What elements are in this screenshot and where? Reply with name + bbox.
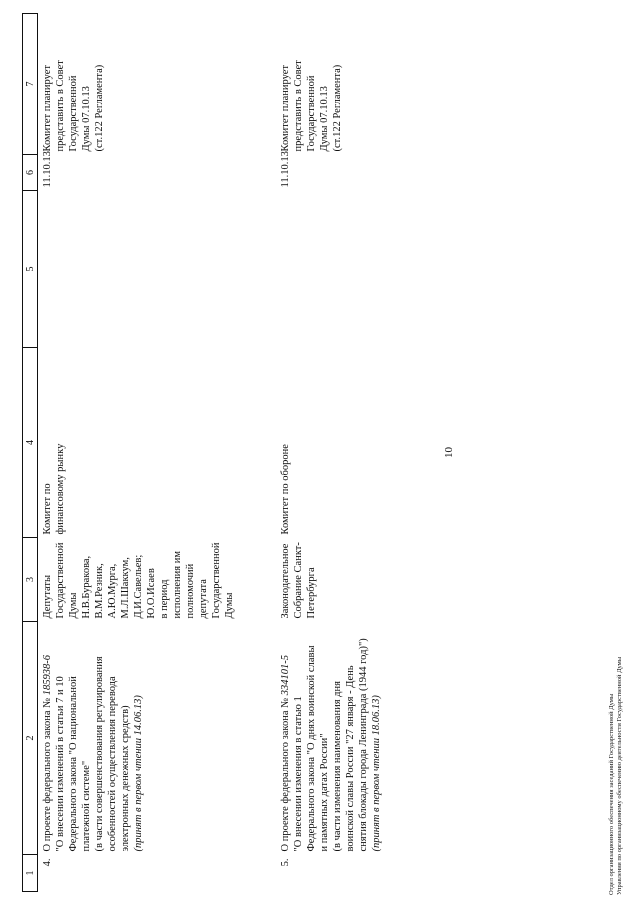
initiator-line: Думы bbox=[224, 592, 235, 619]
item-number: 4. bbox=[42, 858, 53, 867]
plan-line: Государственной bbox=[306, 75, 317, 152]
column-number: 1 bbox=[23, 855, 38, 892]
committee-cell bbox=[276, 348, 514, 538]
bill-title-line: Федерального закона "О днях воинской славы bbox=[306, 645, 317, 852]
plan-cell bbox=[38, 14, 277, 155]
initiator-cell bbox=[276, 538, 514, 622]
plan-line: представить в Совет bbox=[293, 60, 304, 152]
initiator-line: В.М.Резник, bbox=[94, 563, 105, 619]
table-row bbox=[276, 14, 514, 892]
initiator-line: исполнения им bbox=[172, 551, 183, 619]
column-number-row bbox=[23, 14, 38, 892]
bill-title-line: и памятных датах России" bbox=[319, 733, 330, 852]
initiator-cell bbox=[38, 538, 277, 622]
table-row bbox=[38, 14, 277, 892]
plan-line: Думы 07.10.13 bbox=[81, 86, 92, 152]
committee-line: финансовому рынку bbox=[55, 443, 66, 535]
bill-title-line: воинской славы России "27 января - День bbox=[345, 665, 356, 852]
plan-line: Государственной bbox=[68, 75, 79, 152]
plan-cell bbox=[276, 14, 514, 155]
plan-line: Комитет планирует bbox=[42, 65, 53, 152]
bill-title-cell bbox=[38, 622, 277, 855]
bill-title-line: (в части совершенствования регулирования bbox=[94, 656, 105, 852]
plan-line: представить в Совет bbox=[55, 60, 66, 152]
bill-title-line: О проекте федерального закона № 185938-6 bbox=[42, 654, 53, 852]
bill-title-cell bbox=[276, 622, 514, 855]
initiator-line: А.Ю.Мурга, bbox=[107, 563, 118, 619]
plan-line: (ст.122 Регламента) bbox=[332, 64, 343, 152]
initiator-line: Законодательное bbox=[280, 543, 291, 619]
bill-title-line: снятия блокады города Ленинграда (1944 год)") bbox=[358, 638, 369, 852]
initiator-line: Думы bbox=[68, 592, 79, 619]
column-5-cell bbox=[276, 191, 514, 348]
plan-line: Комитет планирует bbox=[280, 65, 291, 152]
initiator-line: полномочий bbox=[185, 563, 196, 619]
bill-title-line: "О внесении изменений в статьи 7 и 10 bbox=[55, 676, 66, 852]
bill-title-line: "О внесении изменения в статью 1 bbox=[293, 696, 304, 852]
bill-title-line: О проекте федерального закона № 334101-5 bbox=[280, 654, 291, 852]
page-number: 10 bbox=[443, 447, 455, 458]
reading-status: (принят в первом чтении 18.06.13) bbox=[371, 695, 382, 852]
initiator-line: Д.И.Савельев; bbox=[133, 554, 144, 619]
initiator-line: Государственной bbox=[211, 542, 222, 619]
initiator-line: Ю.О.Исаев bbox=[146, 568, 157, 619]
footer-line: Отдел организационного обеспечения заседаний Государственной Думы bbox=[608, 693, 615, 895]
date-cell: 11.10.13 bbox=[42, 151, 53, 188]
agenda-table bbox=[22, 13, 514, 892]
initiator-line: Н.В.Буракова, bbox=[81, 555, 92, 619]
column-number: 5 bbox=[23, 191, 38, 348]
column-number: 7 bbox=[23, 14, 38, 155]
plan-line: Думы 07.10.13 bbox=[319, 86, 330, 152]
item-number: 5. bbox=[280, 858, 291, 867]
footer-line: Управления по организационному обеспечению деятельности Государственной Думы bbox=[616, 656, 623, 895]
date-cell: 11.10.13 bbox=[280, 151, 291, 188]
initiator-line: в период bbox=[159, 579, 170, 619]
bill-number: 334101-5 bbox=[280, 654, 291, 696]
column-number: 2 bbox=[23, 622, 38, 855]
column-number: 4 bbox=[23, 348, 38, 538]
reading-status: (принят в первом чтении 14.06.13) bbox=[133, 695, 144, 852]
plan-line: (ст.122 Регламента) bbox=[94, 64, 105, 152]
bill-title-line: платежной системе" bbox=[81, 760, 92, 852]
bill-title-line: (в части изменения наименования дня bbox=[332, 681, 343, 852]
bill-number: 185938-6 bbox=[42, 654, 53, 696]
initiator-line: Петербурга bbox=[306, 567, 317, 619]
column-number: 6 bbox=[23, 155, 38, 191]
bill-title-line: особенностей осуществления перевода bbox=[107, 676, 118, 852]
initiator-line: Депутаты bbox=[42, 574, 53, 619]
bill-title-line: Федерального закона "О национальной bbox=[68, 676, 79, 852]
committee-line: Комитет по bbox=[42, 483, 53, 535]
initiator-line: Государственной bbox=[55, 542, 66, 619]
column-number: 3 bbox=[23, 538, 38, 622]
column-5-cell bbox=[38, 191, 277, 348]
committee-cell bbox=[38, 348, 277, 538]
initiator-line: М.Л.Шаккум, bbox=[120, 557, 131, 619]
initiator-line: Собрание Санкт- bbox=[293, 542, 304, 619]
committee-line: Комитет по обороне bbox=[280, 444, 291, 535]
initiator-line: депутата bbox=[198, 579, 209, 619]
bill-title-line: электронных денежных средств) bbox=[120, 705, 131, 852]
footer bbox=[608, 657, 624, 895]
